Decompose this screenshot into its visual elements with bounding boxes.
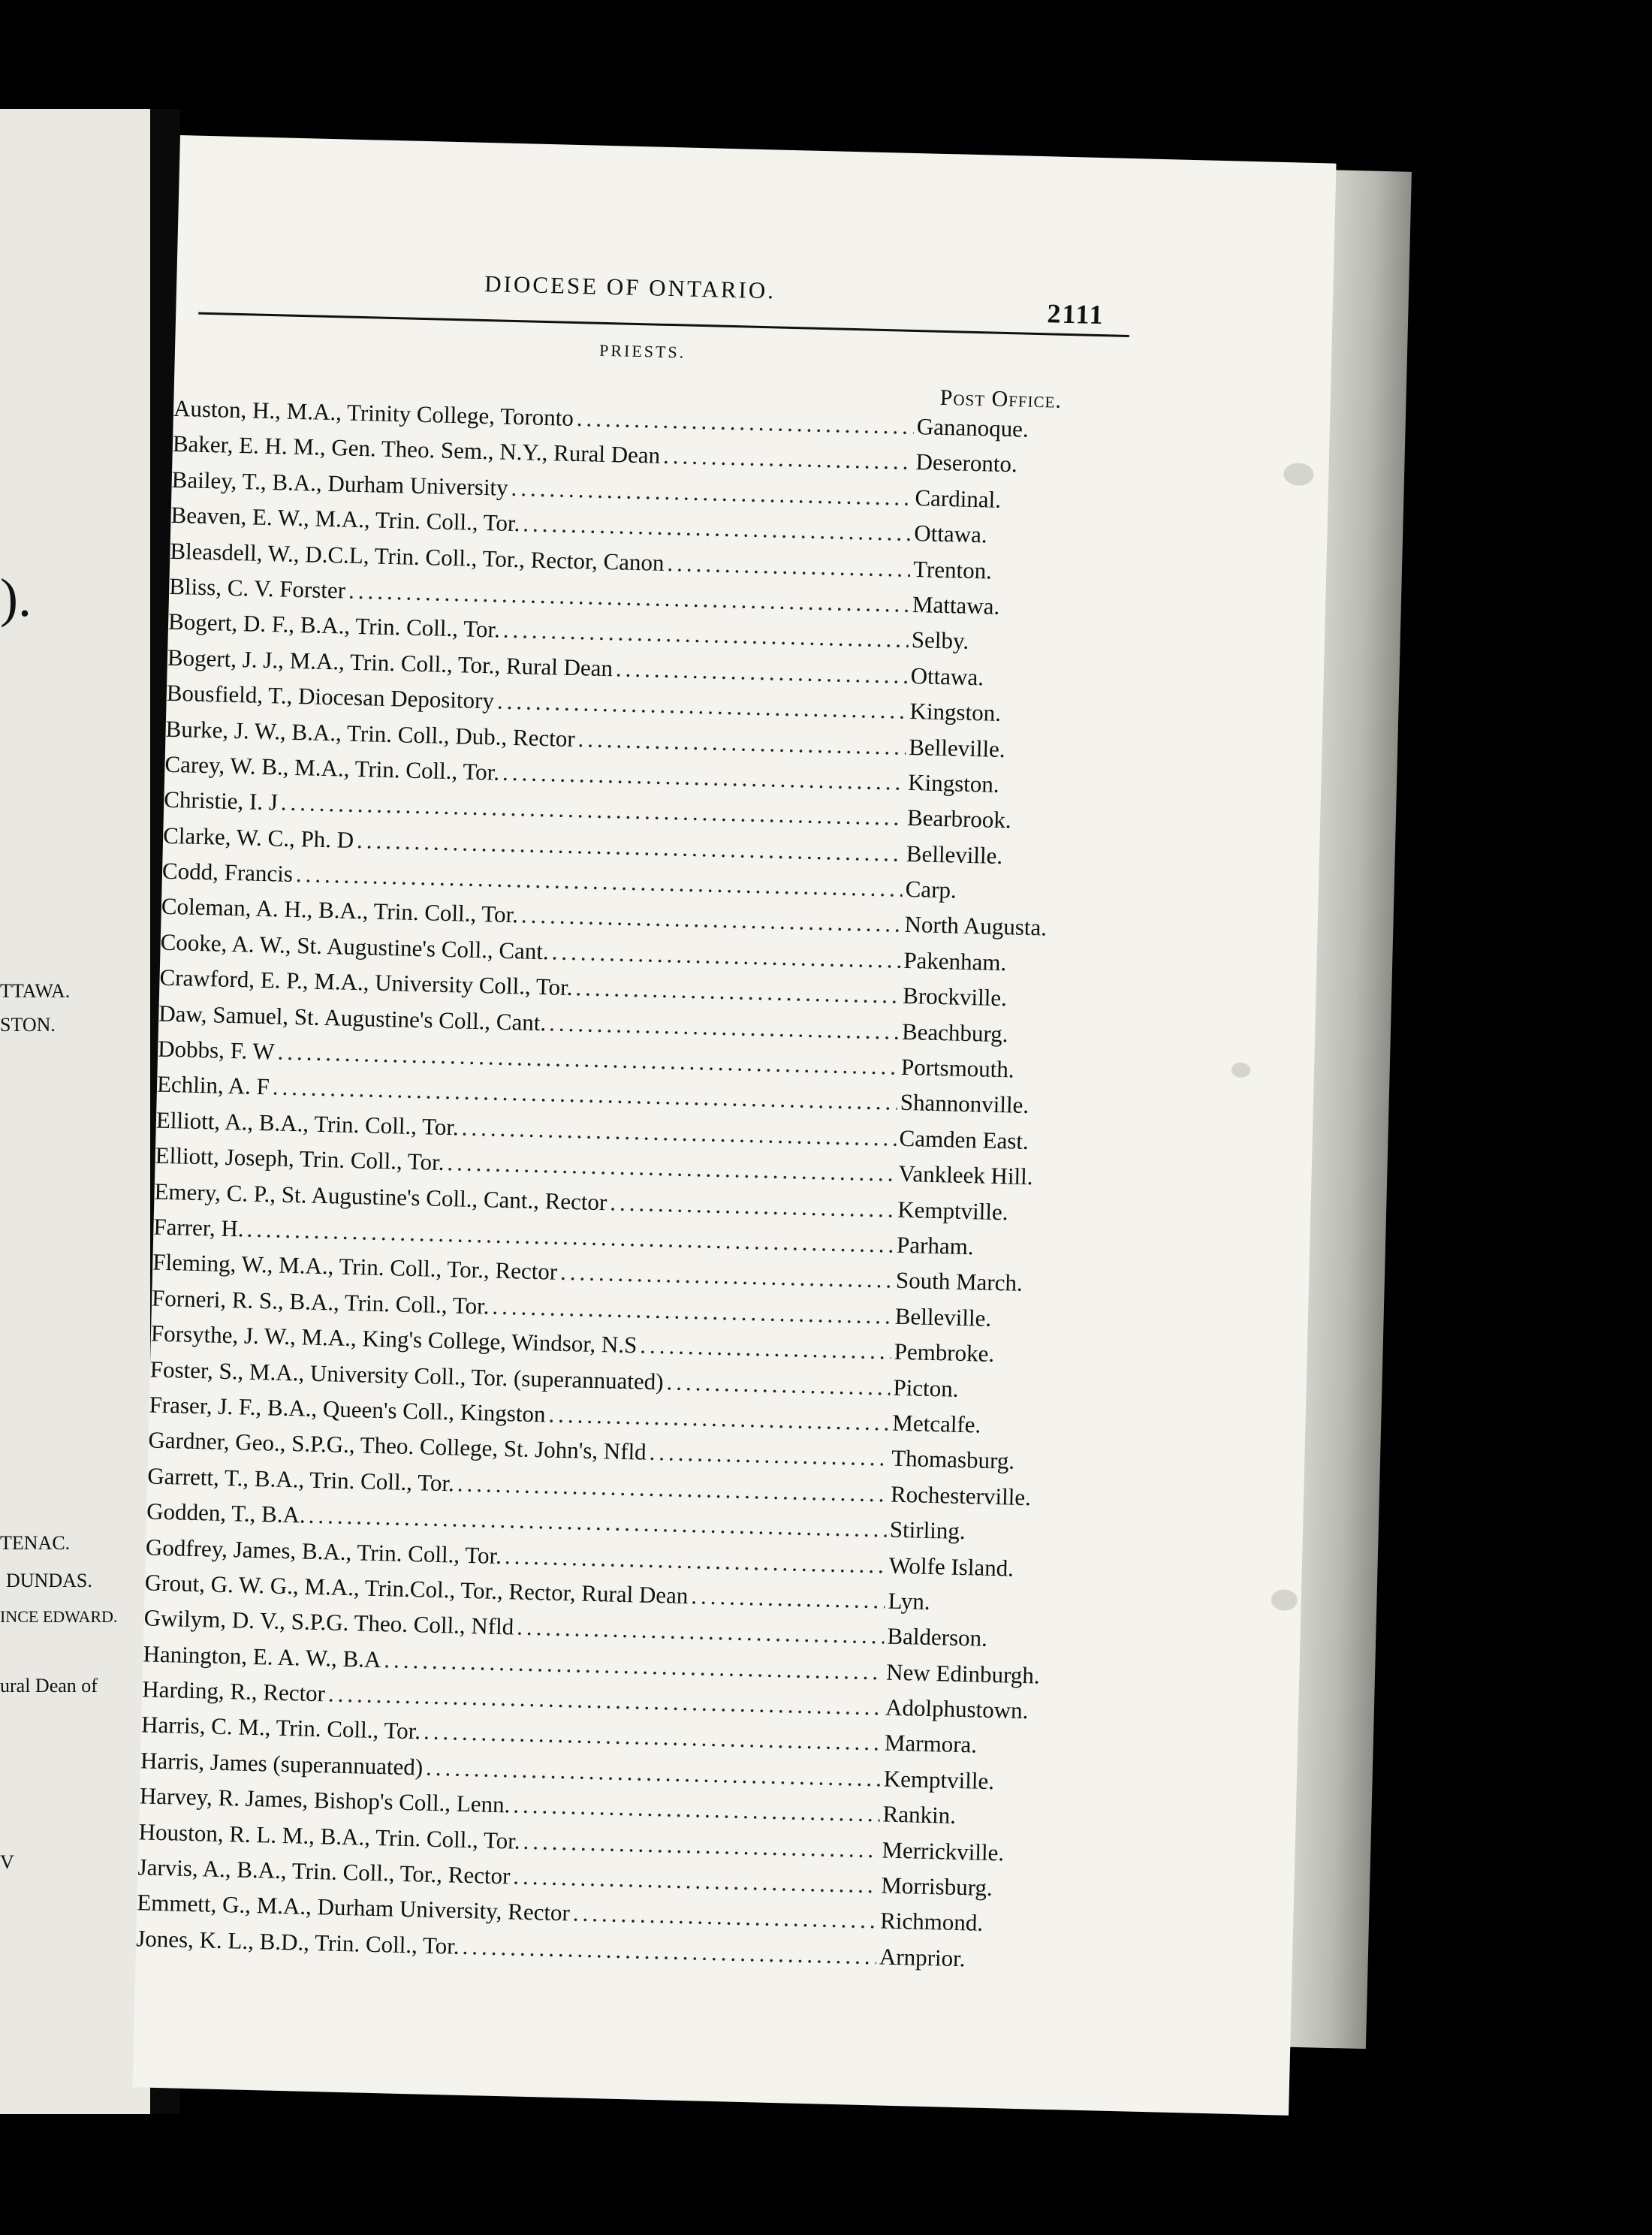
priest-name: Emmett, G., M.A., Durham University, Rector xyxy=(137,1889,571,1926)
priest-name: Gardner, Geo., S.P.G., Theo. College, St. John's, Nfld xyxy=(148,1426,647,1466)
post-office: Trenton. xyxy=(912,555,993,584)
post-office: South March. xyxy=(895,1267,1023,1297)
priest-name: Burke, J. W., B.A., Trin. Coll., Dub., Rector xyxy=(165,715,576,752)
post-office: Ottawa. xyxy=(913,520,988,548)
section-title: PRIESTS. xyxy=(598,340,686,362)
priest-name: Baker, E. H. M., Gen. Theo. Sem., N.Y., Rural Dean xyxy=(172,430,661,469)
post-office: Kingston. xyxy=(907,768,1000,798)
post-office: Pakenham. xyxy=(903,946,1007,976)
post-office: Richmond. xyxy=(879,1907,984,1937)
post-office: Belleville. xyxy=(906,840,1003,869)
priest-name: Elliott, A., B.A., Trin. Coll., Tor. xyxy=(155,1106,460,1141)
post-office: Shannonville. xyxy=(900,1089,1029,1119)
priest-name: Cooke, A. W., St. Augustine's Coll., Cant. xyxy=(160,928,550,965)
post-office: Morrisburg. xyxy=(880,1872,993,1902)
left-fragment: TTAWA. xyxy=(0,980,71,1002)
post-office: Arnprior. xyxy=(879,1943,966,1972)
page-header xyxy=(198,264,1130,331)
post-office: Bearbrook. xyxy=(906,804,1012,834)
post-office: Kemptville. xyxy=(883,1765,995,1794)
post-office: Merrickville. xyxy=(882,1836,1005,1866)
priest-name: Clarke, W. C., Ph. D xyxy=(162,822,354,853)
priest-name: Codd, Francis xyxy=(161,857,294,888)
priest-name: Forneri, R. S., B.A., Trin. Coll., Tor. xyxy=(151,1284,490,1320)
post-office-column-heading: Post Office. xyxy=(939,385,1063,413)
priest-name: Godfrey, James, B.A., Trin. Coll., Tor. xyxy=(145,1533,502,1569)
paper-stain xyxy=(1231,1063,1250,1078)
priest-name: Grout, G. W. G., M.A., Trin.Col., Tor., Rector, Rural Dean xyxy=(144,1569,689,1609)
priest-name: Harris, James (superannuated) xyxy=(140,1747,424,1781)
priest-name: Harris, C. M., Trin. Coll., Tor. xyxy=(140,1711,421,1745)
priest-name: Godden, T., B.A. xyxy=(146,1498,306,1528)
priest-name: Fraser, J. F., B.A., Queen's Coll., Kingston xyxy=(149,1391,546,1428)
post-office: Thomasburg. xyxy=(891,1445,1015,1474)
post-office: Kemptville. xyxy=(897,1196,1008,1225)
priest-name: Auston, H., M.A., Trinity College, Toronto xyxy=(173,394,574,431)
priest-name: Crawford, E. P., M.A., University Coll., Tor. xyxy=(159,964,573,1001)
leader-dots xyxy=(649,1434,889,1476)
post-office: Picton. xyxy=(893,1374,959,1402)
priest-name: Dobbs, F. W xyxy=(157,1035,276,1065)
document-page xyxy=(132,135,1336,2116)
post-office: Beachburg. xyxy=(901,1018,1008,1047)
left-fragment: DUNDAS. xyxy=(6,1570,92,1591)
priest-name: Garrett, T., B.A., Trin. Coll., Tor. xyxy=(146,1462,455,1497)
priest-name: Daw, Samuel, St. Augustine's Coll., Cant. xyxy=(158,1000,547,1036)
leader-dots xyxy=(666,1364,891,1404)
post-office: Belleville. xyxy=(908,733,1006,762)
post-office: Balderson. xyxy=(887,1622,988,1652)
priest-name: Bousfield, T., Diocesan Depository xyxy=(166,679,495,714)
post-office: New Edinburgh. xyxy=(885,1658,1041,1689)
priest-name: Bogert, J. J., M.A., Trin. Coll., Tor., Rural Dean xyxy=(167,644,613,682)
post-office: Rochesterville. xyxy=(890,1480,1032,1510)
left-fragment: STON. xyxy=(0,1014,56,1036)
leader-dots xyxy=(667,545,911,587)
priest-name: Gwilym, D. V., S.P.G. Theo. Coll., Nfld xyxy=(143,1604,514,1640)
priest-name: Echlin, A. F xyxy=(156,1071,270,1100)
priest-name: Foster, S., M.A., University Coll., Tor. (superannuated) xyxy=(149,1356,665,1395)
priest-name: Bliss, C. V. Forster xyxy=(168,572,346,604)
left-fragment: INCE EDWARD. xyxy=(0,1607,118,1626)
post-office: Wolfe Island. xyxy=(888,1552,1014,1582)
post-office: Kingston. xyxy=(909,698,1002,727)
running-title: DIOCESE OF ONTARIO. xyxy=(484,270,776,304)
priest-name: Harding, R., Rector xyxy=(142,1675,326,1707)
left-fragment: TENAC. xyxy=(0,1532,71,1554)
priest-name: Christie, I. J xyxy=(163,786,279,816)
post-office: Ottawa. xyxy=(910,662,984,691)
post-office: North Augusta. xyxy=(904,911,1048,941)
leader-dots xyxy=(663,438,914,479)
priest-name: Houston, R. L. M., B.A., Trin. Coll., Tor. xyxy=(138,1817,521,1854)
priest-name: Fleming, W., M.A., Trin. Coll., Tor., Rector xyxy=(152,1248,558,1286)
post-office: Carp. xyxy=(905,875,957,903)
post-office: Parham. xyxy=(896,1231,975,1260)
priest-name: Farrer, H. xyxy=(153,1213,245,1242)
leader-dots xyxy=(640,1328,892,1369)
post-office: Belleville. xyxy=(894,1302,992,1332)
post-office: Adolphustown. xyxy=(885,1694,1029,1724)
post-office: Stirling. xyxy=(889,1516,966,1545)
left-fragment: ural Dean of xyxy=(0,1675,98,1697)
post-office: Rankin. xyxy=(882,1800,957,1829)
priest-name: Coleman, A. H., B.A., Trin. Coll., Tor. xyxy=(161,893,519,928)
paper-stain xyxy=(1271,1589,1298,1611)
post-office: Mattawa. xyxy=(912,590,1000,620)
post-office: Selby. xyxy=(911,626,969,655)
priest-name: Harvey, R. James, Bishop's Coll., Lenn. xyxy=(139,1782,511,1818)
priest-name: Bailey, T., B.A., Durham University xyxy=(171,466,509,501)
left-fragment: ). xyxy=(0,568,32,628)
post-office: Lyn. xyxy=(888,1587,931,1615)
priest-name: Bleasdell, W., D.C.L, Trin. Coll., Tor., Rector, Canon xyxy=(170,537,665,576)
paper-stain xyxy=(1283,463,1314,486)
priest-name: Jones, K. L., B.D., Trin. Coll., Tor. xyxy=(135,1925,460,1959)
priest-name: Hanington, E. A. W., B.A xyxy=(143,1640,381,1672)
priest-name: Jarvis, A., B.A., Trin. Coll., Tor., Rector xyxy=(137,1853,511,1890)
priest-name: Carey, W. B., M.A., Trin. Coll., Tor. xyxy=(164,750,500,786)
left-facing-page xyxy=(0,109,150,2114)
post-office: Metcalfe. xyxy=(891,1409,981,1438)
post-office: Portsmouth. xyxy=(900,1053,1015,1083)
post-office: Brockville. xyxy=(902,982,1008,1012)
left-fragment: V xyxy=(0,1851,14,1873)
leader-dots xyxy=(691,1578,885,1618)
priest-name: Bogert, D. F., B.A., Trin. Coll., Tor. xyxy=(167,608,501,643)
post-office: Vankleek Hill. xyxy=(898,1160,1033,1190)
post-office: Cardinal. xyxy=(915,484,1002,513)
post-office: Deseronto. xyxy=(915,448,1018,478)
page-number: 2111 xyxy=(1047,298,1105,330)
priest-list xyxy=(136,391,1143,1980)
priest-name: Emery, C. P., St. Augustine's Coll., Cant., Rector xyxy=(154,1178,607,1215)
post-office: Pembroke. xyxy=(894,1338,995,1368)
priest-name: Beaven, E. W., M.A., Trin. Coll., Tor. xyxy=(170,502,520,537)
post-office: Camden East. xyxy=(899,1124,1029,1154)
post-office: Gananoque. xyxy=(916,413,1029,442)
post-office: Marmora. xyxy=(884,1730,978,1759)
priest-name: Elliott, Joseph, Trin. Coll., Tor. xyxy=(155,1142,445,1176)
priest-name: Forsythe, J. W., M.A., King's College, Windsor, N.S xyxy=(150,1320,638,1359)
